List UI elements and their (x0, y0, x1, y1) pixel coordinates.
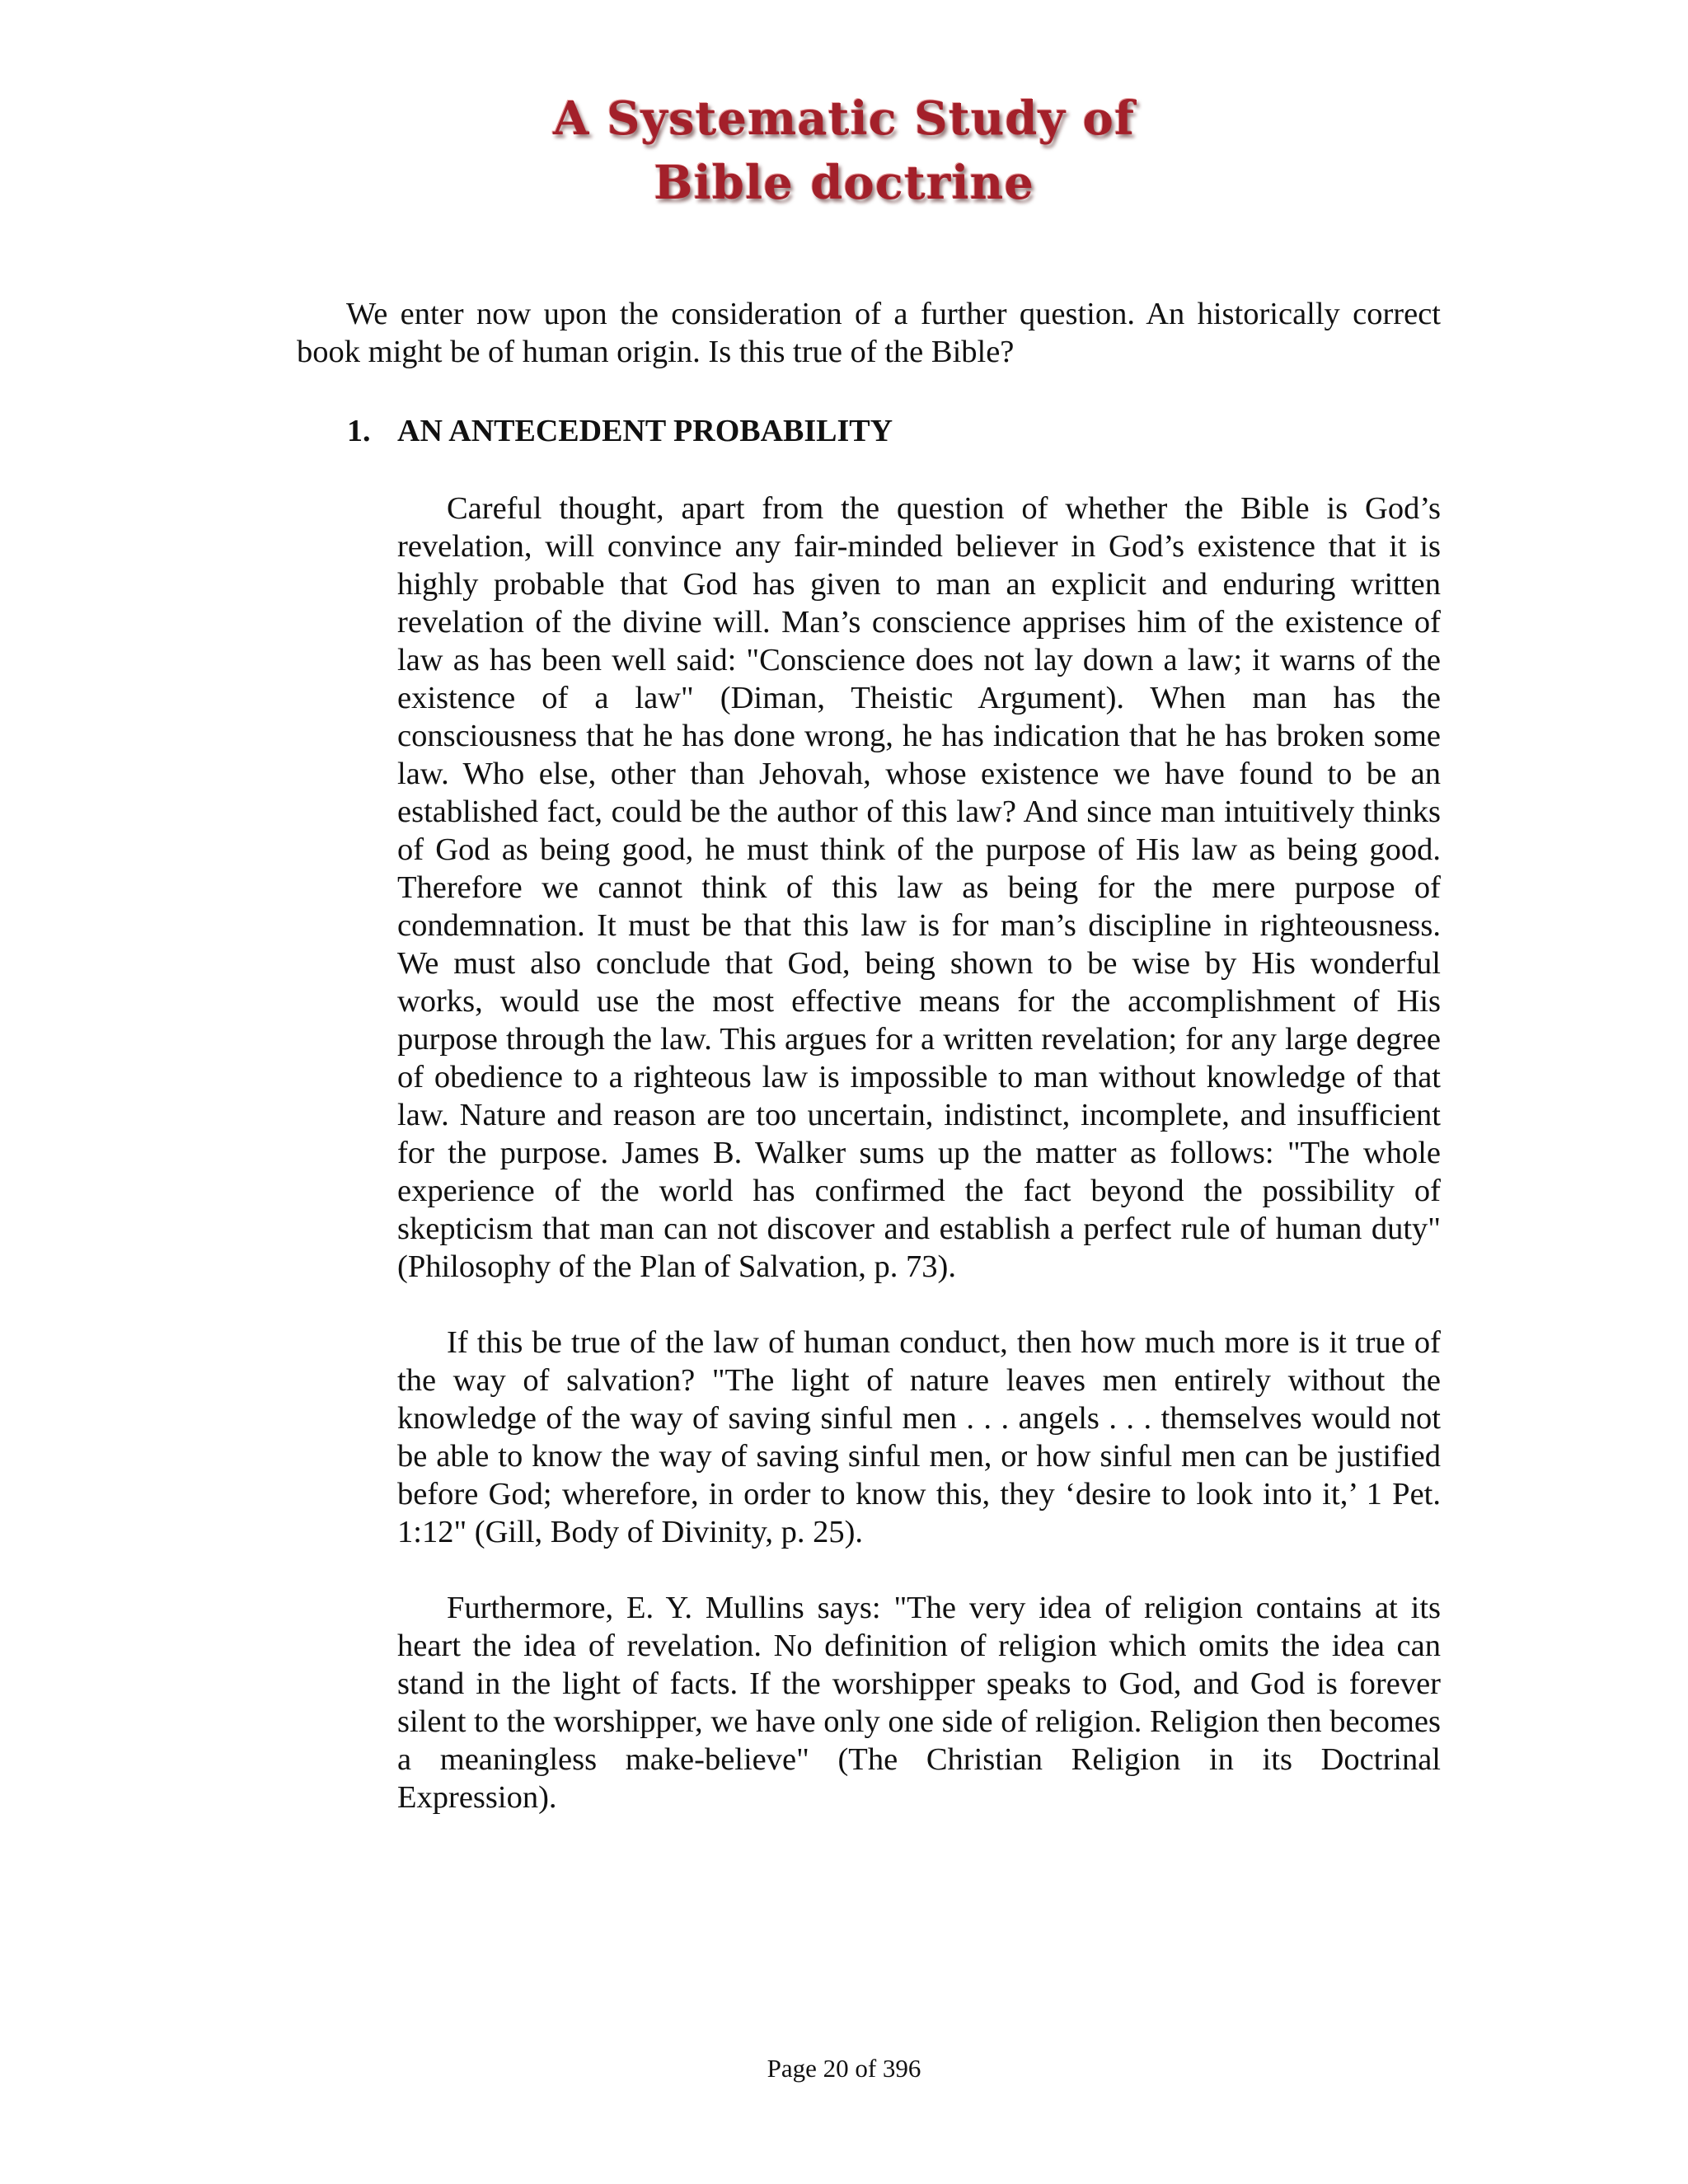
section-body (397, 490, 1441, 1854)
section-number: 1. (347, 414, 371, 448)
banner-title-line-1: A Systematic Study of (553, 91, 1135, 146)
page-banner (0, 87, 1688, 215)
banner-title-line-2: Bible doctrine (654, 156, 1034, 210)
section-heading (347, 412, 893, 450)
body-paragraph-3: Furthermore, E. Y. Mullins says: "The very idea of religion contains at its heart the idea of revelation. No definition of religion which omits the idea can stand in the light of facts. If the worshipper speaks to God, and God is forever silent to the worshipper, we have only one side of religion. Religion then becomes a meaningless make-believe" (The Christian Religion in its Doctrinal Expression). (397, 1591, 1441, 1815)
body-paragraph-1: Careful thought, apart from the question of whether the Bible is God’s revelation, will convince any fair-minded believer in God’s existence that it is highly probable that God has given to man an explicit and enduring written revelation of the divine will. Man’s conscience apprises him of the existence of law as has been well said: "Conscience does not lay down a law; it warns of the existence of a law" (Diman, Theistic Argument). When man has the consciousness that he has done wrong, he has indication that he has broken some law. Who else, other than Jehovah, whose existence we have found to be an established fact, could be the author of this law? And since man intuitively thinks of God as being good, he must think of the purpose of His law as being good. Therefore we cannot think of this law as being for the mere purpose of condemnation. It must be that this law is for man’s discipline in righteousness. We must also conclude that God, being shown to be wise by His wonderful works, would use the most effective means for the accomplishment of His purpose through the law. This argues for a written revelation; for any large degree of obedience to a righteous law is impossible to man without knowledge of that law. Nature and reason are too uncertain, indistinct, incomplete, and insufficient for the purpose. James B. Walker sums up the matter as follows: "The whole experience of the world has confirmed the fact beyond the possibility of skepticism that man can not discover and establish a perfect rule of human duty" (Philosophy of the Plan of Salvation, p. 73). (397, 491, 1441, 1284)
intro-paragraph: We enter now upon the consideration of a further question. An historically correct book might be of human origin. Is this true of the Bible? (297, 297, 1441, 369)
body-paragraph-2: If this be true of the law of human conduct, then how much more is it true of the way of salvation? "The light of nature leaves men entirely without the knowledge of the way of saving sinful men . . . angels . . . themselves would not be able to know the way of saving sinful men, or how sinful men can be justified before God; wherefore, in order to know this, they ‘desire to look into it,’ 1 Pet. 1:12" (Gill, Body of Divinity, p. 25). (397, 1325, 1441, 1549)
section-title: AN ANTECEDENT PROBABILITY (397, 414, 893, 448)
page-footer: Page 20 of 396 (767, 2054, 921, 2083)
